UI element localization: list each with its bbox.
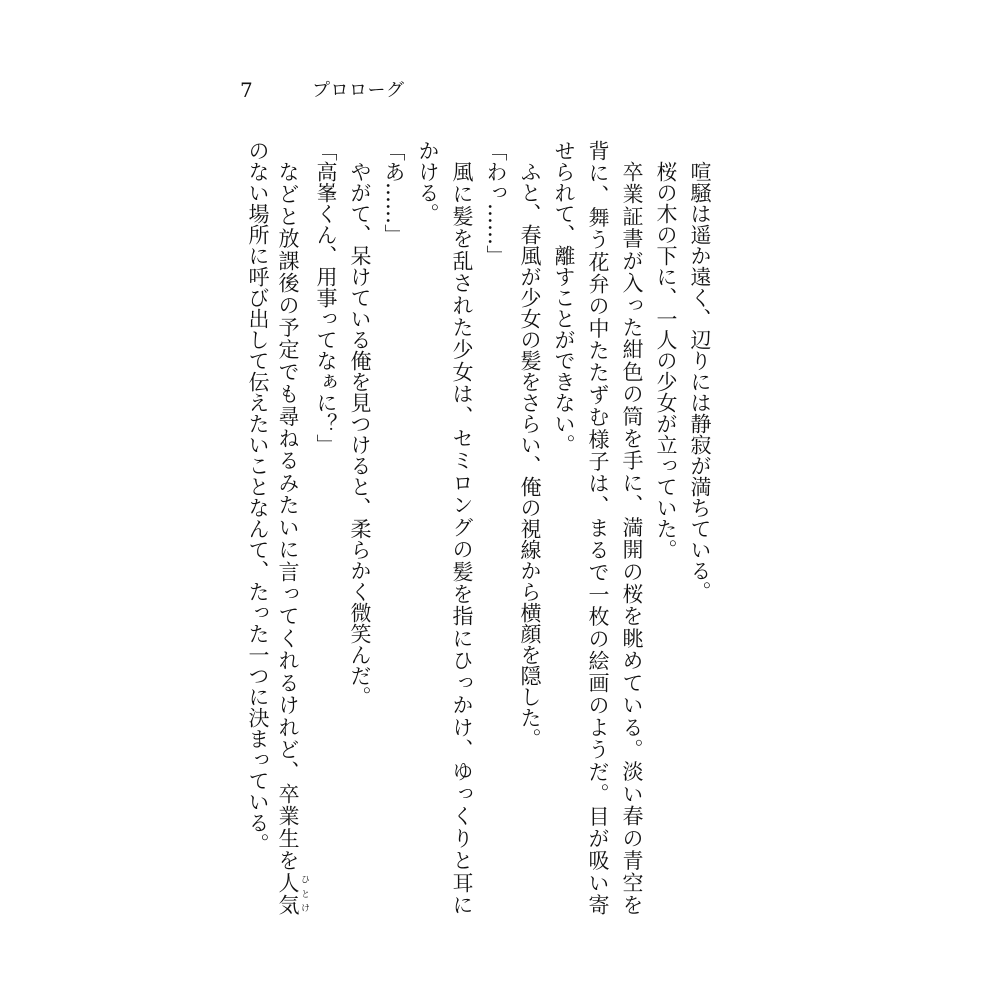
ruby-reading: ひとけ [299, 871, 309, 916]
text-line: 卒業証書が入った紺色の筒を手に、満開の桜を眺めている。淡い春の青空を [620, 161, 644, 915]
page-number: 7 [240, 78, 253, 102]
text-line: のない場所に呼び出して伝えたいことなんて、たった一つに決まっている。 [246, 140, 270, 854]
ruby-base: 人気 [276, 871, 300, 916]
chapter-title: プロローグ [312, 80, 405, 101]
text-line: せられて、離すことができない。 [552, 140, 576, 455]
dialogue-line: 「あ……」 [382, 140, 406, 245]
text-line: 喧騒は遥か遠く、辺りには静寂が満ちている。 [688, 161, 712, 602]
text-line: かける。 [416, 140, 440, 224]
text-line: やがて、呆けている俺を見つけると、柔らかく微笑んだ。 [348, 161, 372, 707]
text-line: 背に、舞う花弁の中たたずむ様子は、まるで一枚の絵画のようだ。目が吸い寄 [586, 140, 610, 915]
dialogue-line: 「高峯くん、用事ってなぁに？」 [314, 140, 338, 455]
text-line: 桜の木の下に、一人の少女が立っていた。 [654, 161, 678, 560]
text-line [275, 140, 309, 915]
body-text [241, 140, 717, 915]
text-line: 風に髪を乱された少女は、セミロングの髪を指にひっかけ、ゆっくりと耳に [450, 161, 474, 915]
line-text: などと放課後の予定でも尋ねるみたいに言ってくれるけれど、卒業生を [276, 161, 300, 872]
text-line: ふと、春風が少女の髪をさらい、俺の視線から横顔を隠した。 [518, 161, 542, 749]
ruby-annotation [276, 871, 309, 916]
dialogue-line: 「わっ……」 [484, 140, 508, 266]
